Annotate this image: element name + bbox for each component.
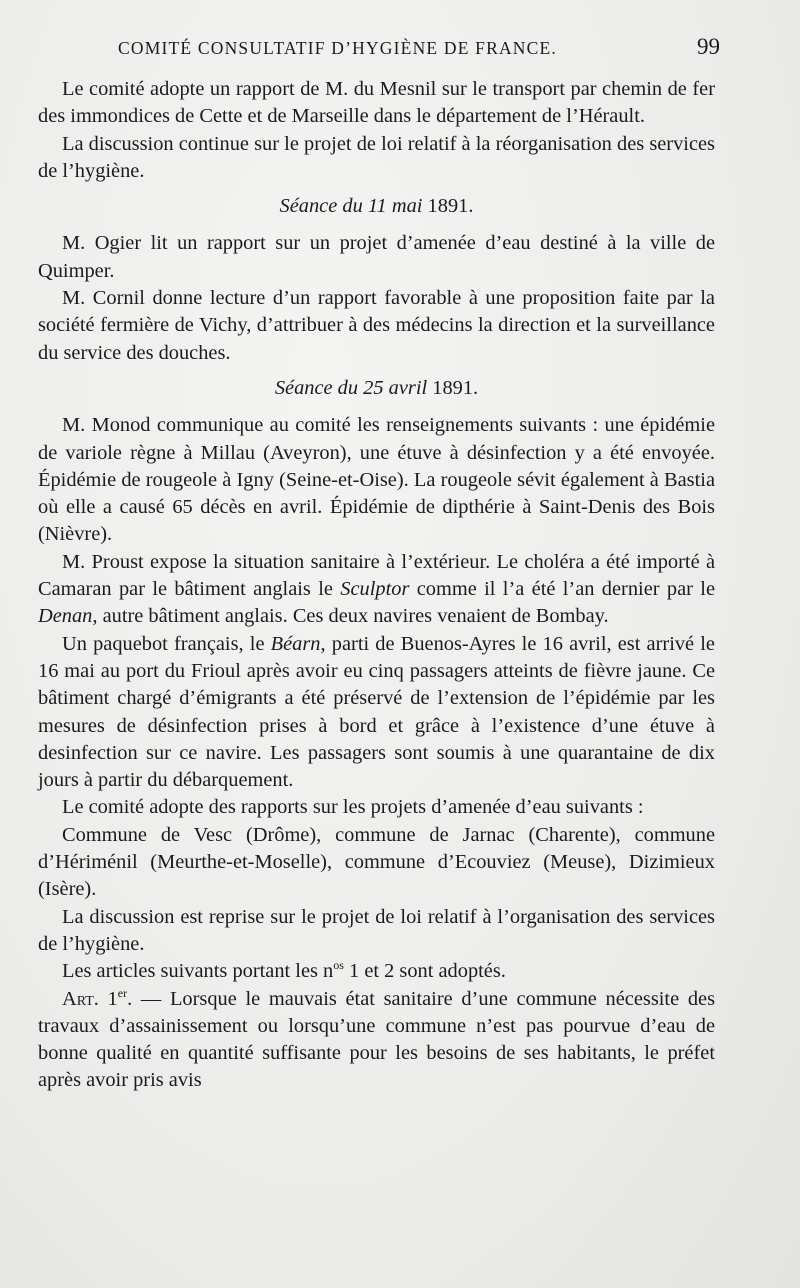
paragraph: La discussion est reprise sur le projet de loi relatif à l’organisation des services de l’hygiène. — [38, 905, 715, 955]
text-segment: Un paquebot français, le — [62, 632, 271, 655]
paragraph — [38, 631, 715, 795]
paragraph — [38, 958, 715, 985]
text-segment: , parti de Buenos-Ayres le 16 avril, est arrivé le 16 mai au port du Frioul après avoir eu cinq passagers atteints de fièvre jaune. Ce bâtiment chargé d’émigrants a été préservé de l’extension de l’épidémie par les mesures de désinfection prises à bord et grâce à l’existence d’une étuve à desinfection sur ce navire. Les passagers sont soumis à une quarantaine de dix jours à partir du débarquement. — [38, 632, 715, 792]
page-number: 99 — [697, 34, 720, 59]
running-title: COMITÉ CONSULTATIF D’HYGIÈNE DE FRANCE. — [118, 38, 557, 58]
text-segment: Les articles suivants portant les n — [62, 960, 334, 983]
session-heading-label: Séance du 11 mai — [279, 195, 423, 218]
session-heading — [38, 193, 715, 220]
session-heading — [38, 375, 715, 402]
paragraph: M. Monod communique au comité les renseignements suivants : une épidémie de variole règne à Millau (Aveyron), une étuve à désinfection y a été envoyée. Épidémie de rougeole à Igny (Seine-et-Oise). La rougeole sévit également à Bastia où elle a causé 65 décès en avril. Épidémie de dipthérie à Saint-Denis des Bois (Nièvre). — [38, 414, 715, 546]
article-label: Art. 1 — [62, 987, 118, 1010]
paragraph — [38, 986, 715, 1095]
session-heading-year: 1891. — [427, 195, 474, 218]
page-body — [38, 76, 715, 1095]
text-segment: , autre bâtiment anglais. Ces deux navires venaient de Bombay. — [92, 605, 609, 628]
paragraph: Commune de Vesc (Drôme), commune de Jarnac (Charente), commune d’Hériménil (Meurthe-et-Moselle), commune d’Ecouviez (Meuse), Dizimieux (Isère). — [38, 823, 715, 901]
superscript: os — [333, 958, 344, 973]
session-heading-year: 1891. — [432, 376, 479, 399]
ship-name: Sculptor — [340, 578, 410, 601]
text-segment: . — Lorsque le mauvais état sanitaire d’une commune nécessite des travaux d’assainissement ou lorsqu’une commune n’est pas pourvue d’eau de bonne qualité en quantité suffisante pour les besoins de ses habitants, le préfet après avoir pris avis — [38, 987, 716, 1092]
ship-name: Béarn — [270, 632, 321, 655]
text-segment: 1 et 2 sont adoptés. — [343, 960, 506, 983]
paragraph: Le comité adopte des rapports sur les projets d’amenée d’eau suivants : — [62, 796, 644, 819]
paragraph: M. Ogier lit un rapport sur un projet d’amenée d’eau destiné à la ville de Quimper. — [38, 232, 715, 282]
paragraph: Le comité adopte un rapport de M. du Mesnil sur le transport par chemin de fer des immondices de Cette et de Marseille dans le département de l’Hérault. — [38, 78, 715, 128]
paragraph: M. Cornil donne lecture d’un rapport favorable à une proposition faite par la société fermière de Vichy, d’attribuer à des médecins la direction et la surveillance du service des douches. — [38, 287, 715, 364]
paragraph — [38, 549, 715, 631]
superscript: er — [117, 985, 128, 1000]
session-heading-label: Séance du 25 avril — [274, 376, 428, 399]
paragraph: La discussion continue sur le projet de loi relatif à la réorganisation des services de l’hygiène. — [38, 132, 715, 182]
text-segment: comme il l’a été l’an dernier par le — [409, 578, 715, 601]
page-header — [118, 34, 720, 60]
ship-name: Denan — [38, 605, 93, 628]
text-segment: M. Proust expose la situation sanitaire à l’extérieur. Le choléra a été importé à Camaran par le bâtiment anglais le — [38, 550, 715, 601]
